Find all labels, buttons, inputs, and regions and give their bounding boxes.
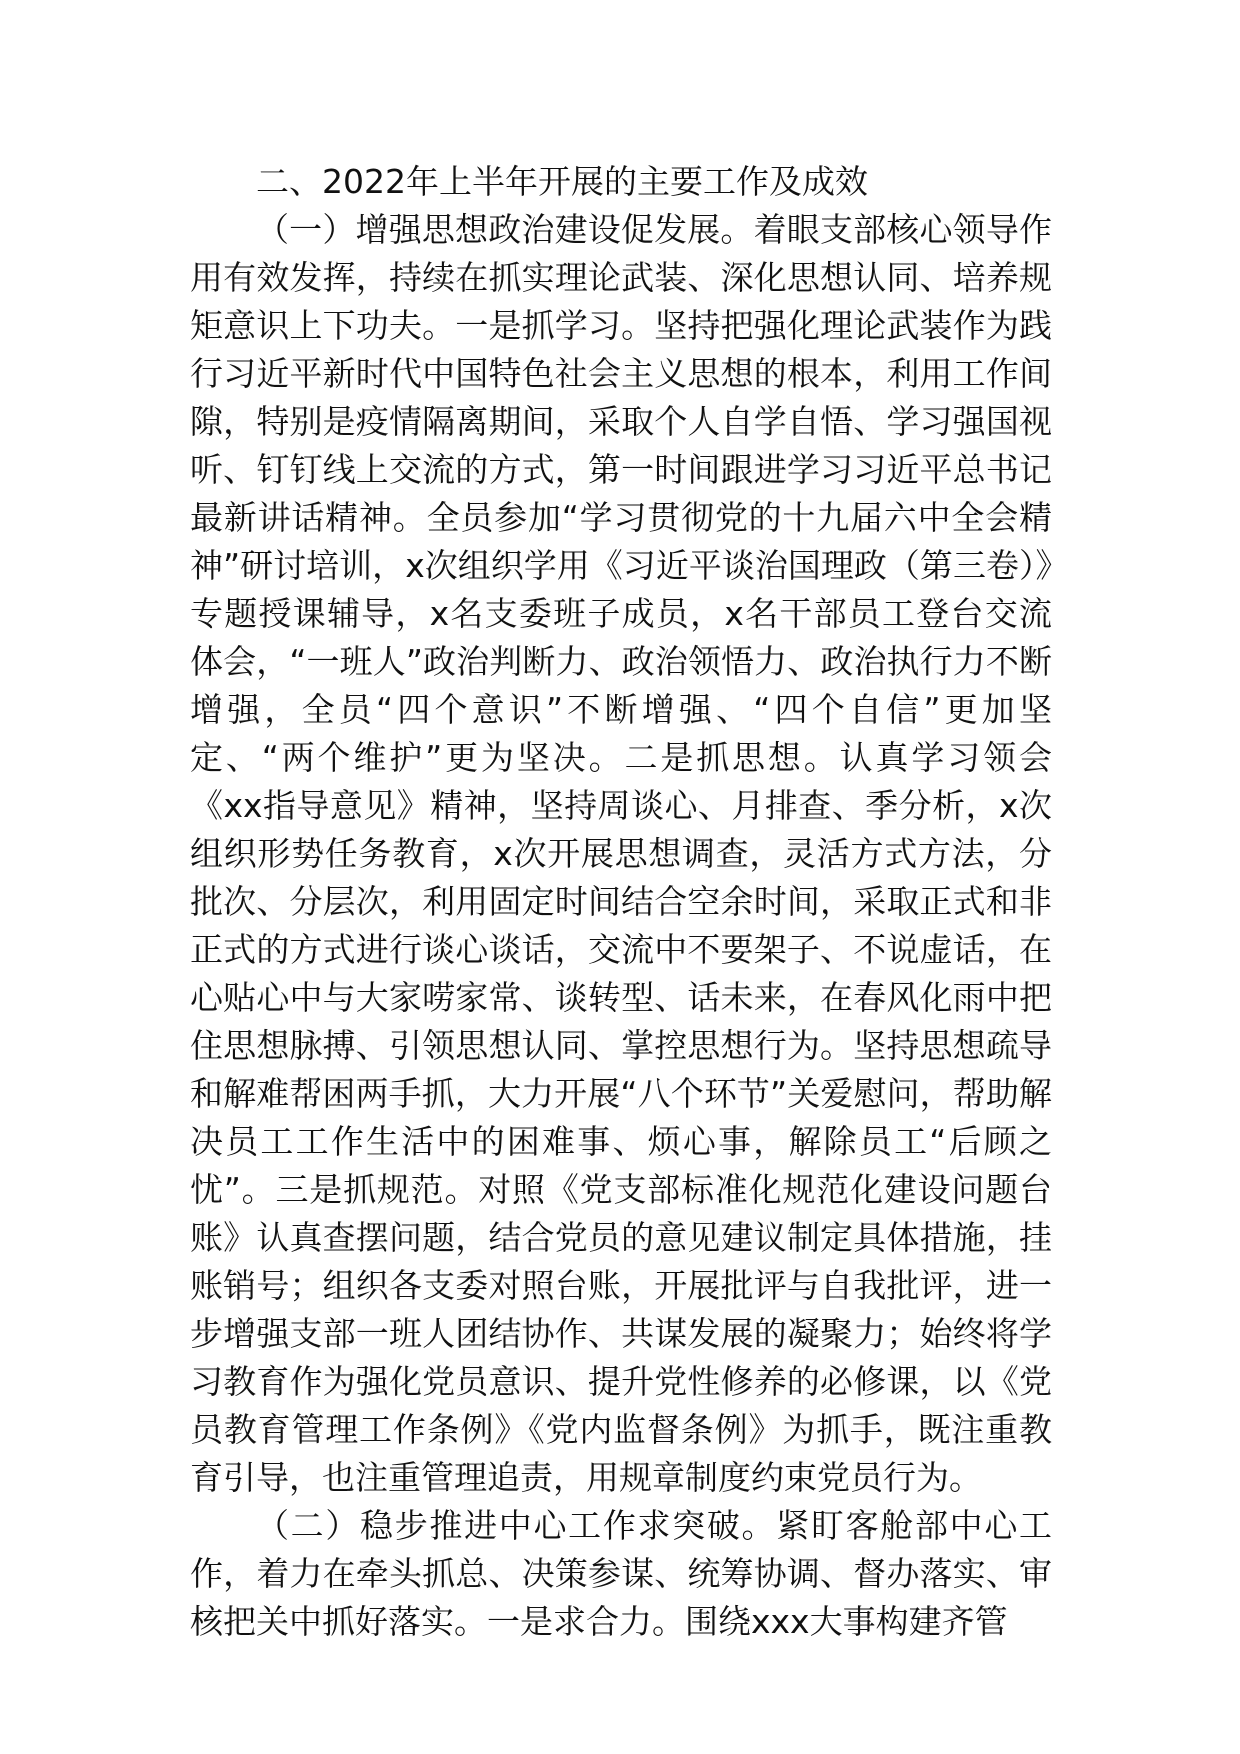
- document-page: [190, 158, 1052, 1646]
- paragraph-2: （二）稳步推进中心工作求突破。紧盯客舱部中心工作，着力在牵头抓总、决策参谋、统筹协调、督办落实、审核把关中抓好落实。一是求合力。围绕xxx大事构建齐管: [190, 1506, 1052, 1641]
- paragraph-1: （一）增强思想政治建设促发展。着眼支部核心领导作用有效发挥，持续在抓实理论武装、深化思想认同、培养规矩意识上下功夫。一是抓学习。坚持把强化理论武装作为践行习近平新时代中国特色社会主义思想的根本，利用工作间隙，特别是疫情隔离期间，采取个人自学自悟、学习强国视听、钉钉线上交流的方式，第一时间跟进学习习近平总书记最新讲话精神。全员参加“学习贯彻党的十九届六中全会精神”研讨培训，x次组织学用《习近平谈治国理政（第三卷）》专题授课辅导，x名支委班子成员，x名干部员工登台交流体会，“一班人”政治判断力、政治领悟力、政治执行力不断增强，全员“四个意识”不断增强、“四个自信”更加坚定、“两个维护”更为坚决。二是抓思想。认真学习领会《xx指导意见》精神，坚持周谈心、月排查、季分析，x次组织形势任务教育，x次开展思想调查，灵活方式方法，分批次、分层次，利用固定时间结合空余时间，采取正式和非正式的方式进行谈心谈话，交流中不要架子、不说虚话，在心贴心中与大家唠家常、谈转型、话未来，在春风化雨中把住思想脉搏、引领思想认同、掌控思想行为。坚持思想疏导和解难帮困两手抓，大力开展“八个环节”关爱慰问，帮助解决员工工作生活中的困难事、烦心事，解除员工“后顾之忧”。三是抓规范。对照《党支部标准化规范化建设问题台账》认真查摆问题，结合党员的意见建议制定具体措施，挂账销号；组织各支委对照台账，开展批评与自我批评，进一步增强支部一班人团结协作、共谋发展的凝聚力；始终将学习教育作为强化党员意识、提升党性修养的必修课，以《党员教育管理工作条例》《党内监督条例》为抓手，既注重教育引导，也注重管理追责，用规章制度约束党员行为。: [190, 210, 1052, 1497]
- section-heading: 二、2022年上半年开展的主要工作及成效: [256, 162, 868, 201]
